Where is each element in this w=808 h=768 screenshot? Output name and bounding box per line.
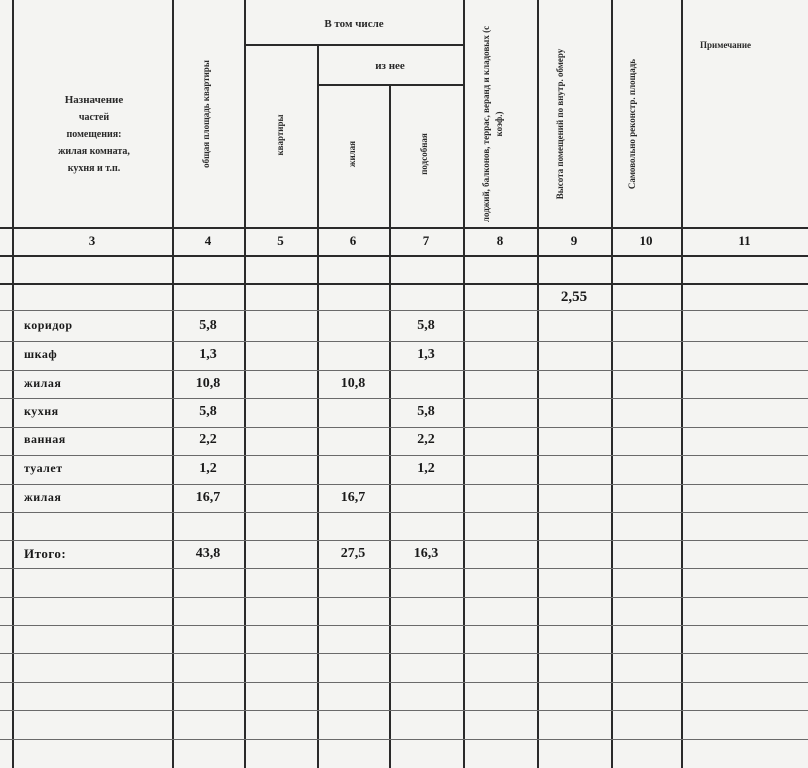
utility-area-sum: 16,3 <box>413 546 439 561</box>
col11-header: Примечание <box>700 40 752 50</box>
row-line <box>0 540 808 541</box>
room-name: шкаф <box>24 347 58 361</box>
row-line <box>0 710 808 711</box>
column-number: 10 <box>639 233 653 248</box>
purpose-title: Назначение <box>64 94 124 106</box>
total-area: 5,8 <box>199 318 217 333</box>
column-number: 9 <box>570 233 578 248</box>
living-area: 10,8 <box>340 376 366 391</box>
utility-area: 1,3 <box>417 347 435 362</box>
row-line <box>0 455 808 456</box>
col7-header: подсобная <box>419 133 429 175</box>
purpose-line: частей <box>78 112 110 123</box>
total-label: Итого: <box>24 546 67 561</box>
row-line <box>0 370 808 371</box>
room-name: ванная <box>24 432 66 446</box>
utility-area: 5,8 <box>417 404 435 419</box>
col9-header <box>554 24 594 224</box>
col5-header: квартиры <box>275 114 285 156</box>
of-which-header: из нее <box>375 60 405 72</box>
col8-header-text: лоджий, балконов, террас, веранд и кладовых (с коэф.) <box>481 25 504 223</box>
col10-header-text: Самовольно реконстр. площадь <box>627 58 637 190</box>
spacer-row-bottom <box>0 283 808 285</box>
row-line <box>0 310 808 311</box>
total-area: 10,8 <box>195 376 221 391</box>
utility-area: 1,2 <box>417 461 435 476</box>
row-line <box>0 398 808 399</box>
row-line <box>0 427 808 428</box>
living-area: 16,7 <box>340 490 366 505</box>
purpose-line: помещения: <box>66 129 122 140</box>
total-area: 2,2 <box>199 432 217 447</box>
living-area-sum: 27,5 <box>340 546 366 561</box>
column-number: 7 <box>422 233 430 248</box>
row-line <box>0 568 808 569</box>
column-number: 6 <box>349 233 357 248</box>
column-number: 5 <box>277 233 284 248</box>
room-name: кухня <box>24 404 59 418</box>
utility-area: 5,8 <box>417 318 435 333</box>
col10-header <box>626 24 666 224</box>
col-border-5-6 <box>317 45 319 768</box>
purpose-line: жилая комната, <box>58 146 130 157</box>
row-line <box>0 341 808 342</box>
row-line <box>0 512 808 513</box>
row-line <box>0 597 808 598</box>
row-line <box>0 682 808 683</box>
group-line-in-total <box>244 44 464 46</box>
column-number: 3 <box>88 233 96 248</box>
room-name: коридор <box>24 318 73 332</box>
utility-area: 2,2 <box>417 432 435 447</box>
col9-header-text: Высота помещений по внутр. обмеру <box>555 48 565 200</box>
header-bottom-line <box>0 227 808 229</box>
row-line <box>0 653 808 654</box>
col8-header <box>480 24 520 224</box>
row-line <box>0 625 808 626</box>
row-line <box>0 484 808 485</box>
column-number: 11 <box>738 233 751 248</box>
total-area: 16,7 <box>195 490 221 505</box>
room-name: жилая <box>24 376 62 390</box>
column-number: 4 <box>204 233 212 248</box>
col6-header: жилая <box>347 140 357 168</box>
height-value: 2,55 <box>560 289 588 305</box>
total-area-sum: 43,8 <box>195 546 221 561</box>
col4-header: общая площадь квартиры <box>201 60 211 168</box>
room-name: туалет <box>24 461 63 475</box>
purpose-line: кухня и т.п. <box>67 163 121 174</box>
total-area: 5,8 <box>199 404 217 419</box>
total-area: 1,3 <box>199 347 217 362</box>
room-name: жилая <box>24 490 62 504</box>
group-line-of-which <box>317 84 464 86</box>
row-line <box>0 739 808 740</box>
column-number: 8 <box>496 233 504 248</box>
purpose-header <box>16 92 172 177</box>
in-total-header: В том числе <box>324 18 384 30</box>
column-number-row-bottom <box>0 255 808 257</box>
total-area: 1,2 <box>199 461 217 476</box>
